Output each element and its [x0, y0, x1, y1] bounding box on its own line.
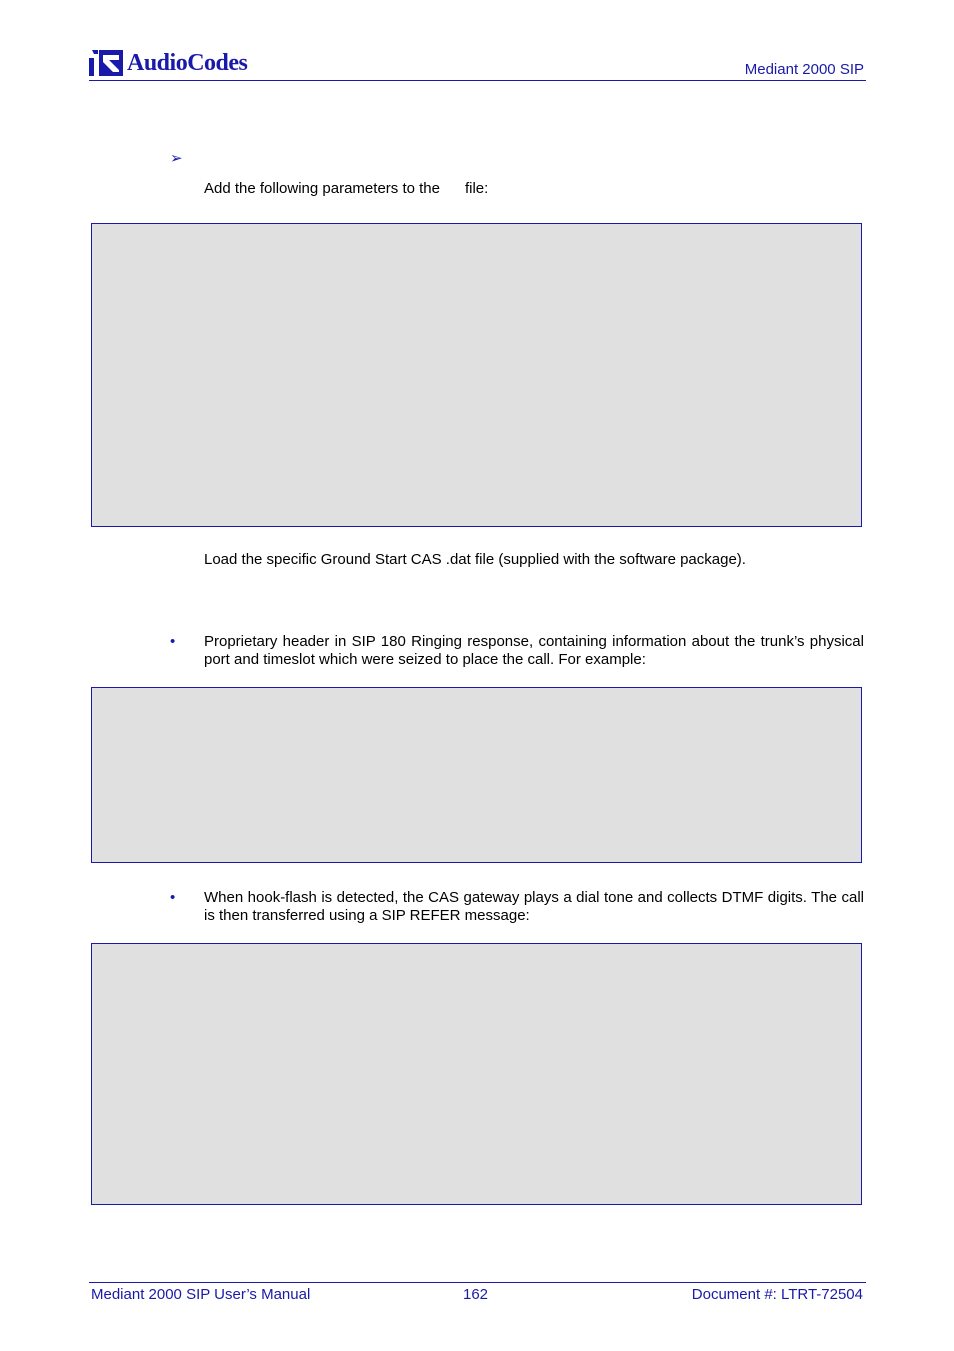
code-block-parameters	[91, 223, 862, 527]
code-block-180-ringing	[91, 687, 862, 863]
audiocodes-logo	[89, 48, 249, 78]
audiocodes-logo-icon	[89, 48, 125, 78]
header-title: Mediant 2000 SIP	[744, 61, 864, 78]
bullet-marker: •	[170, 633, 176, 650]
footer-rule	[89, 1282, 866, 1283]
bullet-text-hook-flash: When hook-flash is detected, the CAS gateway plays a dial tone and collects DTMF digits. The call is then transferred using a SIP REFER message:	[204, 889, 864, 924]
footer-manual-title: Mediant 2000 SIP User’s Manual	[91, 1286, 311, 1303]
procedure-step-2: Load the specific Ground Start CAS .dat file (supplied with the software package).	[204, 551, 746, 568]
logo-wordmark: AudioCodes	[127, 50, 248, 76]
procedure-arrow-icon: ➢	[170, 150, 183, 167]
footer-document-number: Document #: LTRT-72504	[691, 1286, 863, 1303]
procedure-step-1: Add the following parameters to the file:	[204, 180, 489, 197]
footer-page-number: 162	[463, 1286, 489, 1303]
header-rule	[89, 80, 866, 81]
code-block-refer	[91, 943, 862, 1205]
bullet-marker: •	[170, 889, 176, 906]
bullet-text-180-ringing: Proprietary header in SIP 180 Ringing response, containing information about the trunk’s physical port and timeslot which were seized to place the call. For example:	[204, 633, 864, 668]
